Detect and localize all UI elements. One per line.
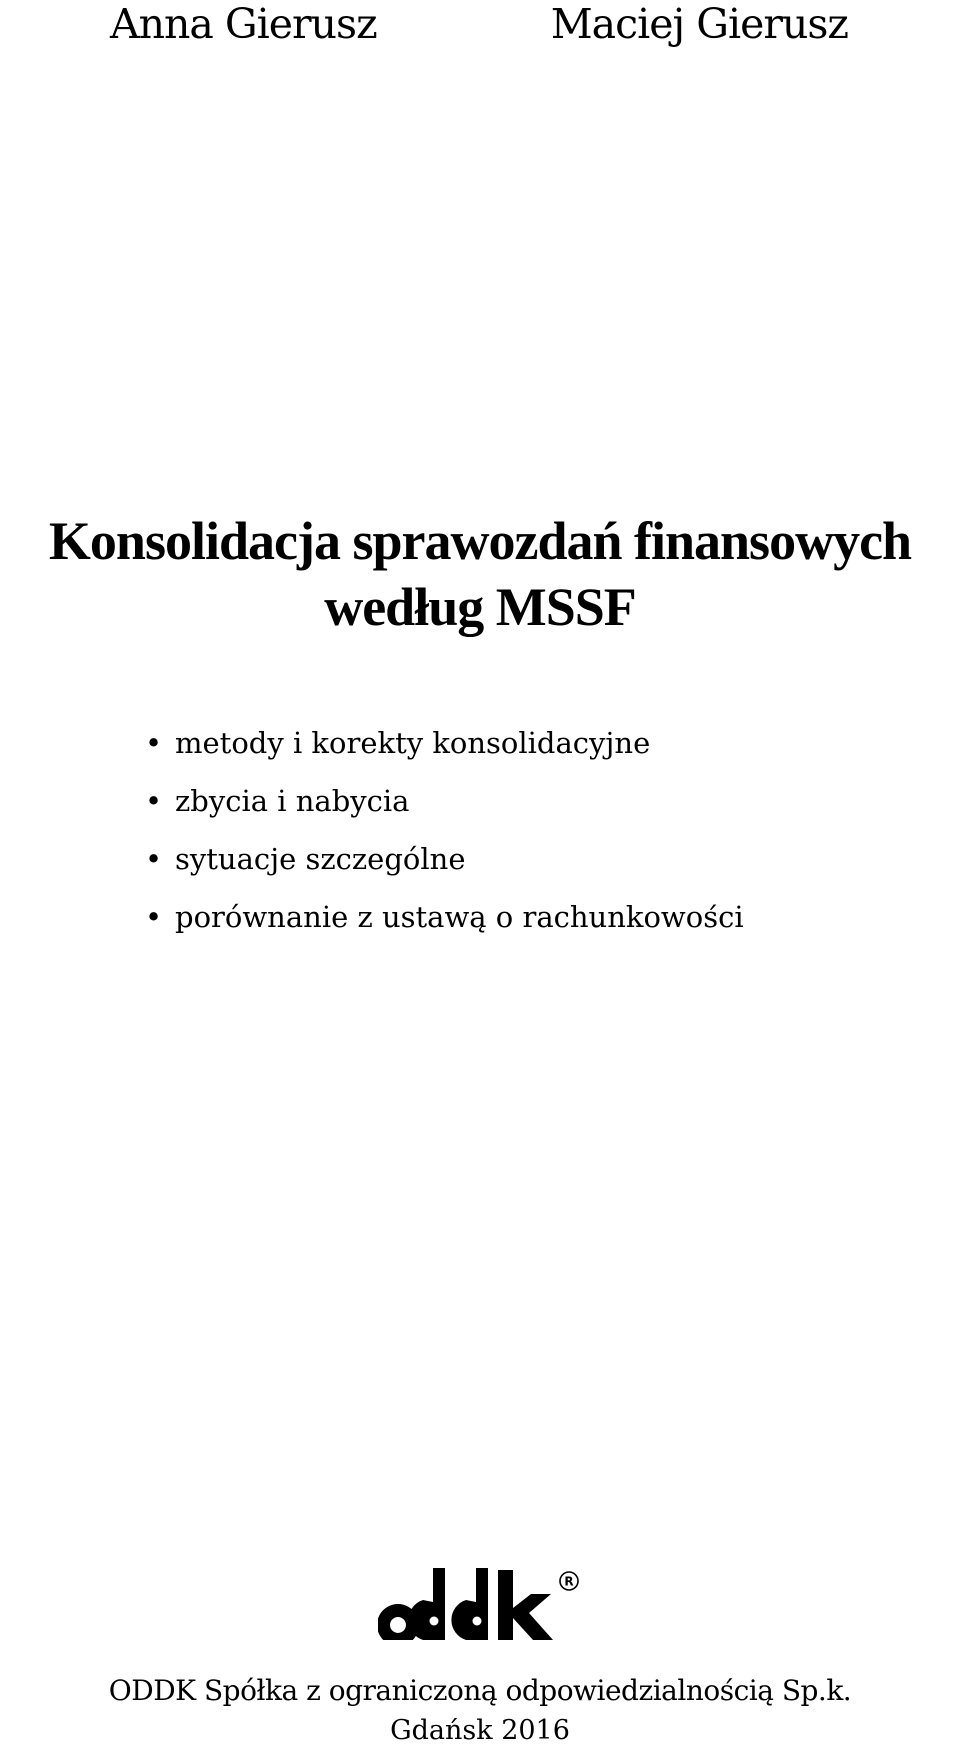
registered-mark-letter: R [564,1574,574,1589]
oddk-logo [378,1568,582,1640]
feature-text: sytuacje szczególne [175,842,466,876]
feature-item [145,888,744,946]
logo-letter-k [498,1570,553,1640]
author-name: Anna Gierusz [110,0,377,48]
feature-text: porównanie z ustawą o rachunkowości [175,900,744,934]
bullet-icon: • [145,900,163,934]
feature-text: metody i korekty konsolidacyjne [175,726,651,760]
book-title [0,508,960,640]
logo-dot [430,1617,439,1626]
logo-dot [473,1617,482,1626]
publication-place-year: Gdańsk 2016 [390,1715,570,1746]
title-line: według MSSF [324,577,636,637]
feature-item [145,830,744,888]
feature-item [145,772,744,830]
feature-list [145,714,744,946]
bullet-icon: • [145,842,163,876]
publisher-name: ODDK Spółka z ograniczoną odpowiedzialnością Sp.k. [108,1674,852,1707]
logo-letter-d [408,1568,445,1640]
title-line: Konsolidacja sprawozdań finansowych [48,511,912,571]
logo-letter-d [451,1568,488,1640]
bullet-icon: • [145,784,163,818]
feature-item [145,714,744,772]
author-name: Maciej Gierusz [550,0,848,48]
bullet-icon: • [145,726,163,760]
feature-text: zbycia i nabycia [175,784,410,818]
